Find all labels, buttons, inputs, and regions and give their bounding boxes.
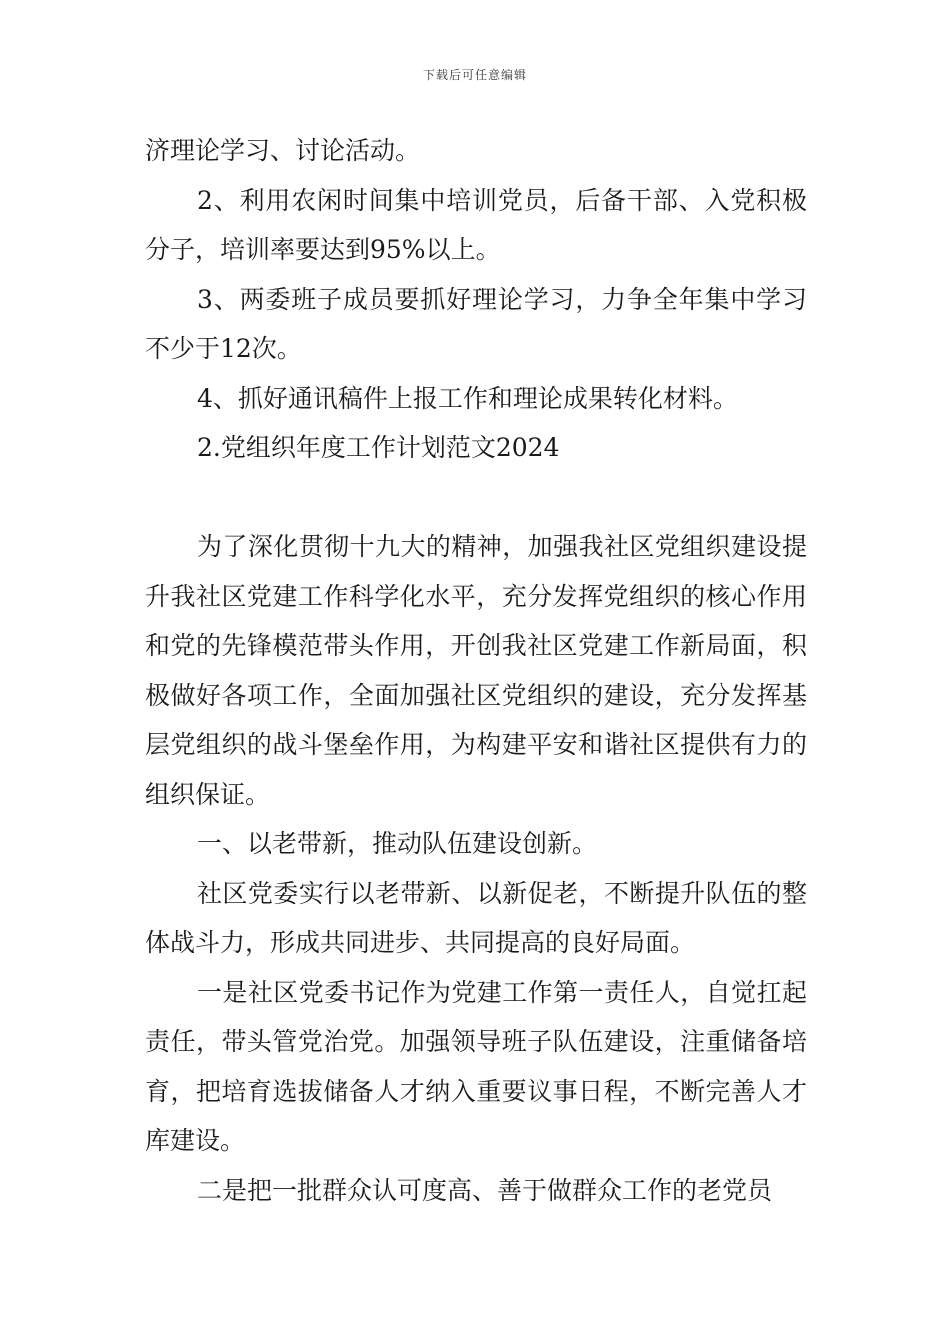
paragraph-item-2: 2、利用农闲时间集中培训党员，后备干部、入党积极分子，培训率要达到95%以上。 [145, 185, 807, 264]
paragraph-body: 社区党委实行以老带新、以新促老，不断提升队伍的整体战斗力，形成共同进步、共同提高的良好局面。 [145, 878, 807, 957]
blank-line [145, 473, 807, 523]
section-heading-1: 一、以老带新，推动队伍建设创新。 [197, 829, 598, 858]
paragraph-continuation: 济理论学习、讨论活动。 [145, 136, 421, 165]
page-header: 下载后可任意编辑 [422, 68, 527, 82]
paragraph-item-3: 3、两委班子成员要抓好理论学习，力争全年集中学习不少于12次。 [145, 284, 807, 363]
paragraph-item-4: 4、抓好通讯稿件上报工作和理论成果转化材料。 [197, 383, 738, 413]
section-title: 2.党组织年度工作计划范文2024 [197, 433, 560, 462]
paragraph-point-2: 二是把一批群众认可度高、善于做群众工作的老党员 [197, 1175, 773, 1205]
document-body [145, 126, 807, 1215]
paragraph-intro: 为了深化贯彻十九大的精神，加强我社区党组织建设提升我社区党建工作科学化水平，充分发挥党组织的核心作用和党的先锋模范带头作用，开创我社区党建工作新局面，积极做好各项工作，全面加强社区党组织的建设，充分发挥基层党组织的战斗堡垒作用，为构建平安和谐社区提供有力的组织保证。 [145, 532, 807, 809]
paragraph-point-1: 一是社区党委书记作为党建工作第一责任人，自觉扛起责任，带头管党治党。加强领导班子队伍建设，注重储备培育，把培育选拔储备人才纳入重要议事日程，不断完善人才库建设。 [145, 977, 807, 1155]
